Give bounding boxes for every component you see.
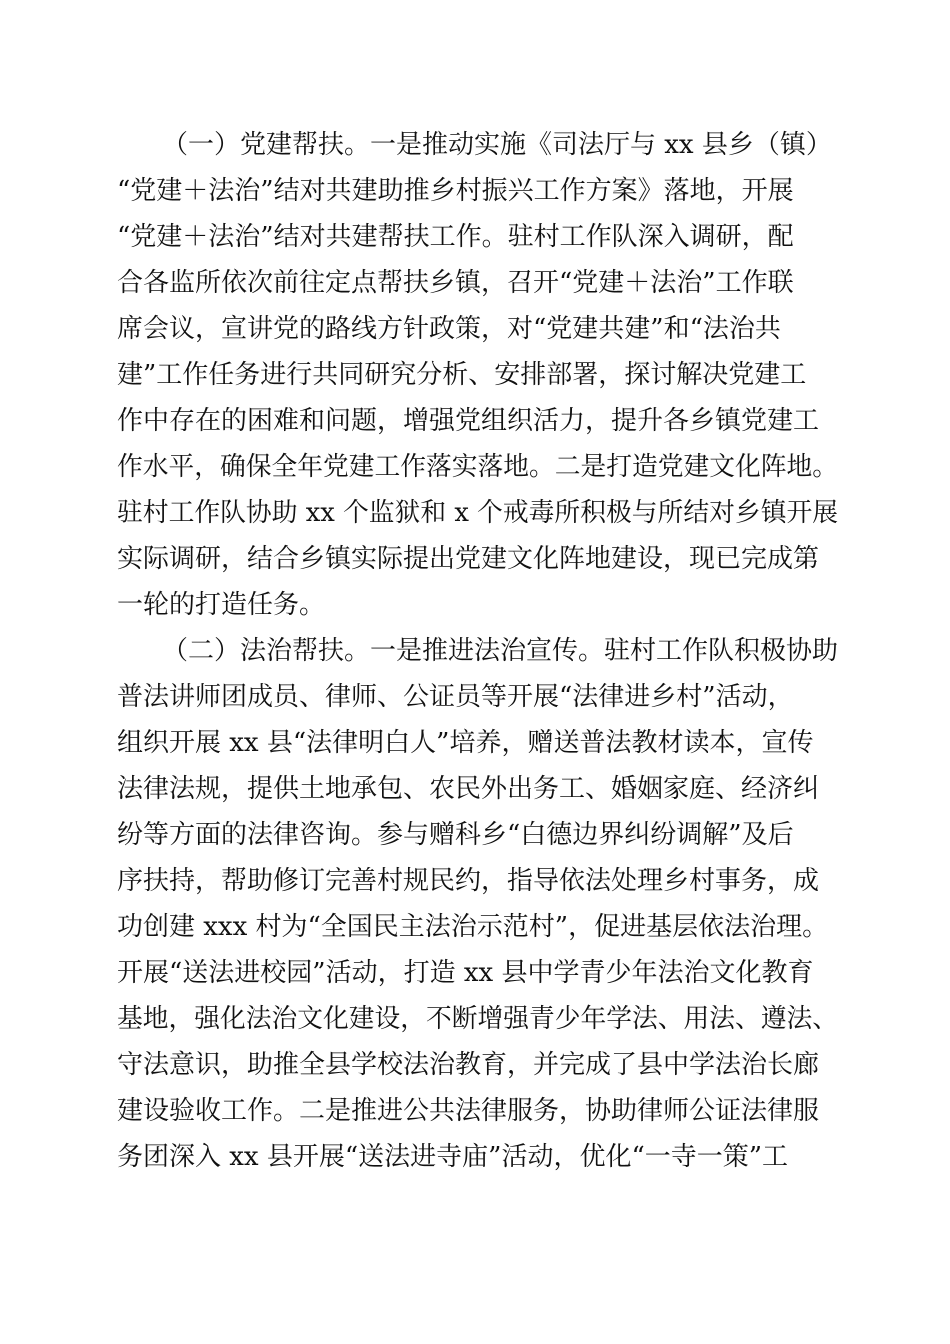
- paragraph-line: 席会议，宣讲党的路线方针政策，对“党建共建”和“法治共: [117, 314, 781, 344]
- paragraph-line: （二）法治帮扶。一是推进法治宣传。驻村工作队积极协助: [162, 636, 839, 666]
- paragraph-line: 纷等方面的法律咨询。参与赠科乡“白德边界纠纷调解”及后: [117, 820, 794, 850]
- paragraph-line: “党建＋法治”结对共建助推乡村振兴工作方案》落地，开展: [117, 176, 794, 206]
- paragraph-line: 作中存在的困难和问题，增强党组织活力，提升各乡镇党建工: [117, 406, 820, 436]
- paragraph-line: 建设验收工作。二是推进公共法律服务，协助律师公证法律服: [117, 1096, 820, 1126]
- paragraph-line: 序扶持，帮助修订完善村规民约，指导依法处理乡村事务，成: [117, 866, 820, 896]
- paragraph-line: 实际调研，结合乡镇实际提出党建文化阵地建设，现已完成第: [117, 544, 820, 574]
- paragraph-line: 功创建 xxx 村为“全国民主法治示范村”，促进基层依法治理。: [117, 912, 829, 942]
- paragraph-line: 一轮的打造任务。: [117, 590, 326, 620]
- paragraph-line: 法律法规，提供土地承包、农民外出务工、婚姻家庭、经济纠: [117, 774, 820, 804]
- paragraph-line: 驻村工作队协助 xx 个监狱和 x 个戒毒所积极与所结对乡镇开展: [117, 498, 839, 528]
- paragraph-line: 建”工作任务进行共同研究分析、安排部署，探讨解决党建工: [117, 360, 807, 390]
- paragraph-line: “党建＋法治”结对共建帮扶工作。驻村工作队深入调研，配: [117, 222, 794, 252]
- paragraph-line: 守法意识，助推全县学校法治教育，并完成了县中学法治长廊: [117, 1050, 820, 1080]
- paragraph-line: 合各监所依次前往定点帮扶乡镇，召开“党建＋法治”工作联: [117, 268, 794, 298]
- paragraph-line: 基地，强化法治文化建设，不断增强青少年学法、用法、遵法、: [117, 1004, 839, 1034]
- paragraph-line: 开展“送法进校园”活动，打造 xx 县中学青少年法治文化教育: [117, 958, 814, 988]
- paragraph-line: （一）党建帮扶。一是推动实施《司法厅与 xx 县乡（镇）: [162, 130, 832, 160]
- paragraph-line: 组织开展 xx 县“法律明白人”培养，赠送普法教材读本，宣传: [117, 728, 814, 758]
- paragraph-line: 作水平，确保全年党建工作落实落地。二是打造党建文化阵地。: [117, 452, 839, 482]
- paragraph-line: 普法讲师团成员、律师、公证员等开展“法律进乡村”活动，: [117, 682, 794, 712]
- paragraph-line: 务团深入 xx 县开展“送法进寺庙”活动，优化“一寺一策”工: [117, 1142, 789, 1172]
